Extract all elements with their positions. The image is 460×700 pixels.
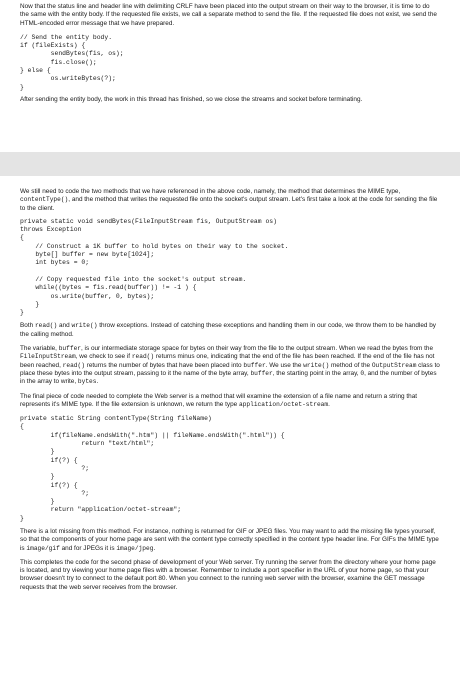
- sendbytes-code: private static void sendBytes(FileInputStream fis, OutputStream os) throws Exception { // Construct a 1K buffer to hold bytes on their way to the socket. byte[] buffer = new byte[1024]; int bytes = 0; // Copy requested file into the socket's output stream. while((bytes = fis.read(buffer)) != -1 ) { os.write(buffer, 0, bytes); } }: [20, 217, 289, 317]
- page-separator: [0, 152, 460, 176]
- page-one-tail: [0, 0, 460, 126]
- entity-body-code: // Send the entity body. if (fileExists) { sendBytes(fis, os); fis.close(); } else { os.writeBytes(?); }: [20, 33, 124, 91]
- missing-types-paragraph: There is a lot missing from this method. For instance, nothing is returned for GIF or JPEG files. You may want to add the missing file types yourself, so that the components of your home page are sent with the content type correctly specified in the content type header line. For GIFs the MIME type is image/gif and for JPEGs it is image/jpeg.: [20, 527, 439, 552]
- intro-paragraph: Now that the status line and header line with delimiting CRLF have been placed into the output stream on their way to the browser, it is time to do the same with the entity body. If the requested file exists, we call a separate method to send the file. If the requested file does not exist, we send the HTML-encoded error message that we have prepared.: [20, 3, 437, 27]
- exceptions-paragraph: Both read() and write() throw exceptions. Instead of catching these exceptions and handling them in our code, we throw them to be handled by the calling method.: [20, 322, 436, 338]
- page-two: [0, 176, 460, 592]
- mime-paragraph: The final piece of code needed to complete the Web server is a method that will examine the extension of a file name and return a string that represents it's MIME type. If the file extension is unknown, we return the type application/octet-stream.: [20, 392, 418, 408]
- completion-paragraph: This completes the code for the second phase of development of your Web server. Try running the server from the directory where your home page is located, and try viewing your home page files with a browser. Remember to include a port specifier in the URL of your home page, so that your browser doesn't try to connect to the default port 80. When you connect to the running web server with the browser, examine the GET message requests that the web server receives from the browser.: [20, 558, 436, 591]
- page-gap: [0, 126, 460, 152]
- buffer-paragraph: The variable, buffer, is our intermediate storage space for bytes on their way from the file to the output stream. When we read the bytes from the FileInputStream, we check to see if read() returns minus one, indicating that the end of the file has been reached. If the end of the file has not been reached, read() returns the number of bytes that have been placed into buffer. We use the write() method of the OutputStream class to place these bytes into the output stream, passing to it the name of the byte array, buffer, the starting point in the array, 0, and the number of bytes in the array to write, bytes.: [20, 345, 440, 386]
- contenttype-code: private static String contentType(String fileName) { if(fileName.endsWith(".htm") || fileName.endsWith(".html")) { return "text/html"; } if(?) { ?; } if(?) { ?; } return "application/octet-stream"; }: [20, 415, 285, 522]
- methods-paragraph: We still need to code the two methods that we have referenced in the above code, namely, the method that determines the MIME type, contentType(), and the method that writes the requested file onto the socket's output stream. Let's first take a look at the code for sending the file to the client.: [20, 188, 438, 212]
- after-paragraph: After sending the entity body, the work in this thread has finished, so we close the streams and socket before terminating.: [20, 95, 363, 103]
